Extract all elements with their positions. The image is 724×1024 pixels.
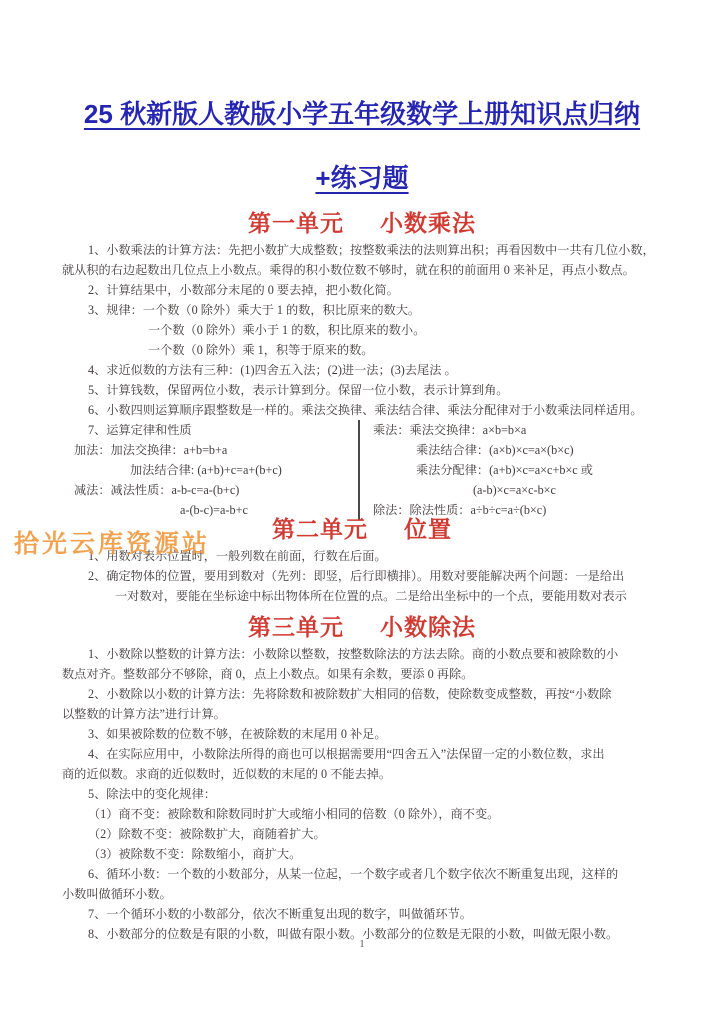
laws-right-line-1: 乘法：乘法交换律：a×b=b×a (373, 423, 527, 437)
unit1-line-4: 3、规律：一个数（0 除外）乘大于 1 的数，积比原来的数大。 (88, 303, 421, 317)
unit3-line-1: 1、小数除以整数的计算方法：小数除以整数，按整数除法的方法去除。商的小数点要和被除数的小 (88, 647, 619, 661)
laws-left-line-4: 减法：减法性质：a-b-c=a-(b+c) (74, 483, 240, 497)
laws-right-line-4: (a-b)×c=a×c-b×c (473, 483, 556, 497)
watermark: 拾光云库资源站 (14, 529, 211, 558)
unit1-heading-label: 第一单元 (248, 210, 344, 236)
laws-right-column (358, 420, 662, 520)
page-number: 1 (359, 938, 365, 950)
unit1-line-7: 4、求近似数的方法有三种：(1)四舍五入法；(2)进一法；(3)去尾法 。 (88, 363, 457, 377)
unit1-line-9: 6、小数四则运算顺序跟整数是一样的。乘法交换律、乘法结合律、乘法分配律对于小数乘法同样适用。 (88, 403, 643, 417)
document-title-line-2 (62, 162, 662, 194)
unit3-line-4: 以整数的计算方法”进行计算。 (62, 707, 226, 721)
unit1-heading (62, 208, 662, 238)
unit3-line-3: 2、小数除以小数的计算方法：先将除数和被除数扩大相同的倍数，使除数变成整数，再按“小数除 (88, 687, 612, 701)
laws-left-column (62, 420, 358, 520)
laws-right-line-5: 除法：除法性质：a÷b÷c=a÷(b×c) (373, 503, 547, 517)
unit3-line-12: 6、循环小数：一个数的小数部分，从某一位起，一个数字或者几个数字依次不断重复出现，这样的 (88, 867, 619, 881)
unit3-heading-topic: 小数除法 (380, 614, 476, 640)
unit3-content (62, 644, 662, 944)
laws-right-line-2: 乘法结合律：(a×b)×c=a×(b×c) (416, 443, 574, 457)
unit3-heading-label: 第三单元 (248, 614, 344, 640)
unit2-heading-label: 第二单元 (272, 516, 368, 542)
laws-left-line-3: 加法结合律: (a+b)+c=a+(b+c) (130, 463, 282, 477)
unit1-line-1: 1、小数乘法的计算方法：先把小数扩大成整数；按整数乘法的法则算出积；再看因数中一共有几位小数， (88, 243, 655, 257)
unit1-content (62, 240, 662, 520)
unit3-line-6: 4、在实际应用中，小数除法所得的商也可以根据需要用“四舍五入”法保留一定的小数位数，求出 (88, 747, 605, 761)
unit2-line-3: 一对数对，要能在坐标途中标出物体所在位置的点。二是给出坐标中的一个点，要能用数对表示 (115, 589, 627, 603)
unit3-line-5: 3、如果被除数的位数不够，在被除数的末尾用 0 补足。 (88, 727, 387, 741)
unit3-line-11: （3）被除数不变：除数缩小，商扩大。 (88, 847, 302, 861)
unit1-line-2: 就从积的右边起数出几位点上小数点。乘得的积小数位数不够时，就在积的前面用 0 来补足，再点小数点。 (62, 263, 635, 277)
unit3-line-9: （1）商不变：被除数和除数同时扩大或缩小相同的倍数（0 除外），商不变。 (88, 807, 500, 821)
unit3-line-15: 8、小数部分的位数是有限的小数，叫做有限小数。小数部分的位数是无限的小数，叫做无限小数。 (88, 927, 619, 941)
document-title-line-1 (62, 98, 662, 130)
laws-right-line-3: 乘法分配律：(a+b)×c=a×c+b×c 或 (416, 463, 593, 477)
unit3-line-14: 7、一个循环小数的小数部分，依次不断重复出现的数字，叫做循环节。 (88, 907, 472, 921)
laws-left-line-5: a-(b-c)=a-b+c (180, 503, 248, 517)
title-text-2: +练习题 (315, 163, 409, 193)
unit2-content (62, 546, 662, 606)
laws-left-line-2: 加法：加法交换律：a+b=b+a (74, 443, 228, 457)
unit1-line-3: 2、计算结果中，小数部分末尾的 0 要去掉，把小数化简。 (88, 283, 399, 297)
unit3-line-7: 商的近似数。求商的近似数时，近似数的末尾的 0 不能去掉。 (62, 767, 392, 781)
unit2-line-1: 1、用数对表示位置时，一般列数在前面，行数在后面。 (88, 549, 387, 563)
unit3-heading (62, 612, 662, 642)
title-text-1: 25 秋新版人教版小学五年级数学上册知识点归纳 (83, 99, 641, 129)
unit2-heading-topic: 位置 (404, 516, 452, 542)
unit2-line-2: 2、确定物体的位置，要用到数对（先列：即竖，后行即横排）。用数对要能解决两个问题：一是给出 (88, 569, 625, 583)
unit3-line-8: 5、除法中的变化规律： (88, 787, 216, 801)
unit1-heading-topic: 小数乘法 (380, 210, 476, 236)
unit1-line-5: 一个数（0 除外）乘小于 1 的数，积比原来的数小。 (148, 323, 426, 337)
unit1-line-6: 一个数（0 除外）乘 1，积等于原来的数。 (148, 343, 374, 357)
unit1-line-8: 5、计算钱数，保留两位小数，表示计算到分。保留一位小数，表示计算到角。 (88, 383, 509, 397)
unit3-line-2: 数点对齐。整数部分不够除，商 0，点上小数点。如果有余数，要添 0 再除。 (62, 667, 474, 681)
laws-left-line-1: 7、运算定律和性质 (88, 423, 192, 437)
operation-laws-table (62, 420, 662, 520)
unit3-line-13: 小数叫做循环小数。 (62, 887, 172, 901)
unit3-line-10: （2）除数不变：被除数扩大，商随着扩大。 (88, 827, 326, 841)
